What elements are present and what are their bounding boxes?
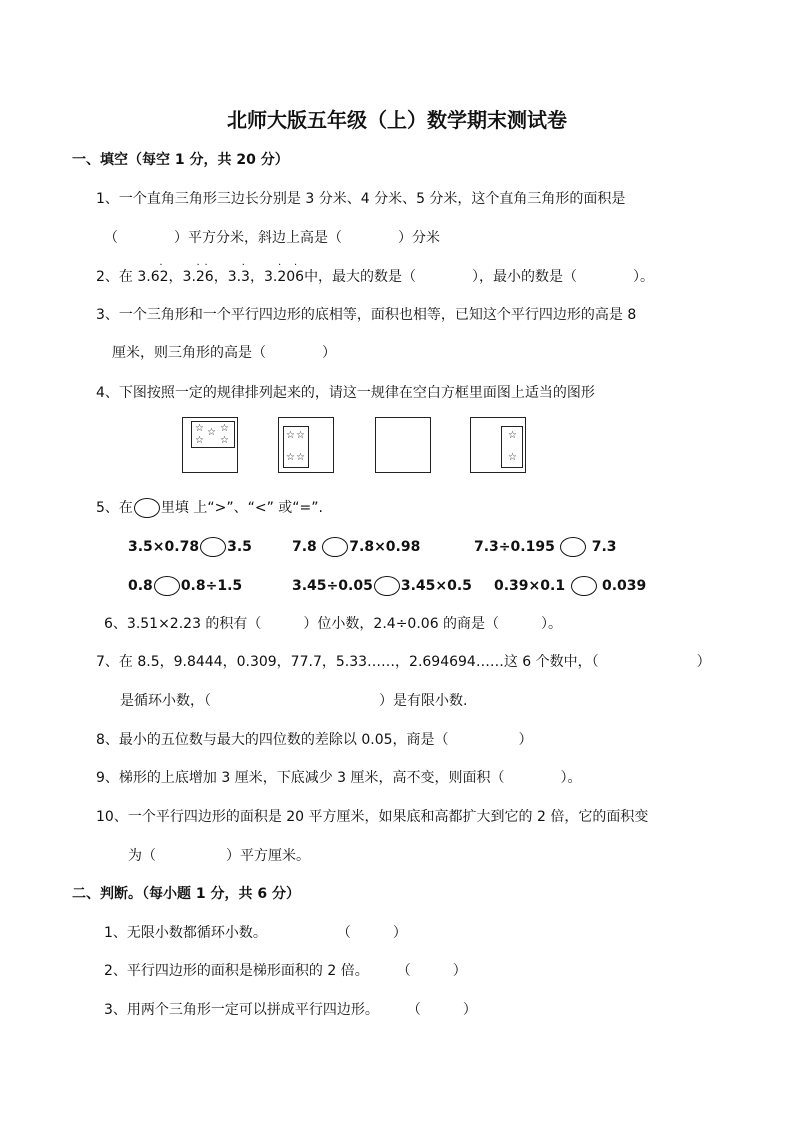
judge-question-1: 1、无限小数都循环小数。 （ ） (104, 925, 407, 941)
compare-item-4: 0.8 0.8÷1.5 (128, 578, 243, 594)
question-2-prefix: 2、在 (96, 269, 138, 285)
compare-blank-1[interactable] (200, 537, 226, 557)
pattern-flag-2 (283, 426, 309, 468)
question-2: 2、在 3.62 · ，3.26 · · ，3.3 · ，3.206 · · 中，最大的数是（ ），最小的数是（ ）。 (96, 260, 655, 285)
question-7-line-1: 7、在 8.5，9.8444，0.309，77.7，5.33……，2.694694……这 6 个数中，（ ） (96, 654, 711, 670)
star-icon: ☆ (296, 452, 305, 463)
compare-blank-5[interactable] (374, 576, 400, 596)
compare-item-6: 0.39×0.1 0.039 (494, 578, 647, 594)
section1-heading: 一、填空（每空 1 分，共 20 分） (72, 152, 289, 168)
judge-question-2: 2、平行四边形的面积是梯形面积的 2 倍。 （ ） (104, 963, 467, 979)
decimal-3-26: 3.26 · · (182, 260, 214, 285)
star-icon: ☆ (286, 430, 295, 441)
pattern-flag-1 (191, 421, 235, 448)
compare-item-5: 3.45÷0.05 3.45×0.5 (292, 578, 472, 594)
star-icon: ☆ (508, 452, 517, 463)
compare-blank-6[interactable] (571, 576, 597, 596)
question-8: 8、最小的五位数与最大的四位数的差除以 0.05，商是（ ） (96, 732, 533, 748)
compare-item-1: 3.5×0.78 3.5 (128, 539, 252, 555)
question-10-line-2: 为（ ）平方厘米。 (128, 848, 310, 864)
question-3-line-1: 3、一个三角形和一个平行四边形的底相等，面积也相等，已知这个平行四边形的高是 8 (96, 307, 637, 323)
question-5 (96, 498, 323, 518)
question-10-line-1: 10、一个平行四边形的面积是 20 平方厘米，如果底和高都扩大到它的 2 倍，它的面积变 (96, 809, 649, 825)
judge-question-3: 3、用两个三角形一定可以拼成平行四边形。 （ ） (104, 1002, 477, 1018)
question-2-suffix: 中，最大的数是（ ），最小的数是（ ）。 (304, 269, 655, 285)
question-1-line-1: 1、一个直角三角形三边长分别是 3 分米、4 分米、5 分米，这个直角三角形的面积是 (96, 191, 626, 207)
decimal-3-62: 3.62 · (137, 260, 169, 285)
decimal-3-206: 3.206 · · (263, 260, 305, 285)
pattern-flag-4 (501, 426, 523, 468)
question-9: 9、梯形的上底增加 3 厘米，下底减少 3 厘米，高不变，则面积（ ）。 (96, 770, 582, 786)
compare-blank-3[interactable] (560, 537, 586, 557)
pattern-box-4 (470, 417, 526, 473)
star-icon: ☆ (195, 435, 204, 446)
pattern-box-blank[interactable] (375, 417, 431, 473)
question-5-prefix: 5、在 (96, 500, 133, 516)
compare-item-3: 7.3÷0.195 7.3 (474, 539, 617, 555)
star-icon: ☆ (220, 423, 229, 434)
question-6: 6、3.51×2.23 的积有（ ）位小数，2.4÷0.06 的商是（ ）。 (104, 616, 563, 632)
decimal-3-3: 3.3 · (227, 260, 250, 285)
pattern-box-2 (278, 417, 334, 473)
compare-item-2: 7.8 7.8×0.98 (292, 539, 421, 555)
question-1-line-2: （ ）平方分米，斜边上高是（ ）分米 (104, 230, 440, 246)
star-icon: ☆ (296, 430, 305, 441)
pattern-box-1 (182, 417, 238, 473)
question-3-line-2: 厘米，则三角形的高是（ ） (112, 345, 336, 361)
star-icon: ☆ (508, 430, 517, 441)
compare-blank-2[interactable] (322, 537, 348, 557)
star-icon: ☆ (286, 452, 295, 463)
compare-oval-icon (134, 498, 160, 518)
question-5-suffix: 里填 上“>”、“<” 或“=”. (160, 500, 323, 516)
star-icon: ☆ (195, 423, 204, 434)
page-title: 北师大版五年级（上）数学期末测试卷 (227, 108, 567, 132)
question-4: 4、下图按照一定的规律排列起来的，请这一规律在空白方框里面图上适当的图形 (96, 385, 595, 401)
compare-blank-4[interactable] (154, 576, 180, 596)
section2-heading: 二、判断。（每小题 1 分，共 6 分） (72, 886, 300, 902)
question-7-line-2: 是循环小数，（ ）是有限小数. (120, 693, 468, 709)
star-icon: ☆ (220, 435, 229, 446)
star-icon: ☆ (207, 427, 216, 438)
